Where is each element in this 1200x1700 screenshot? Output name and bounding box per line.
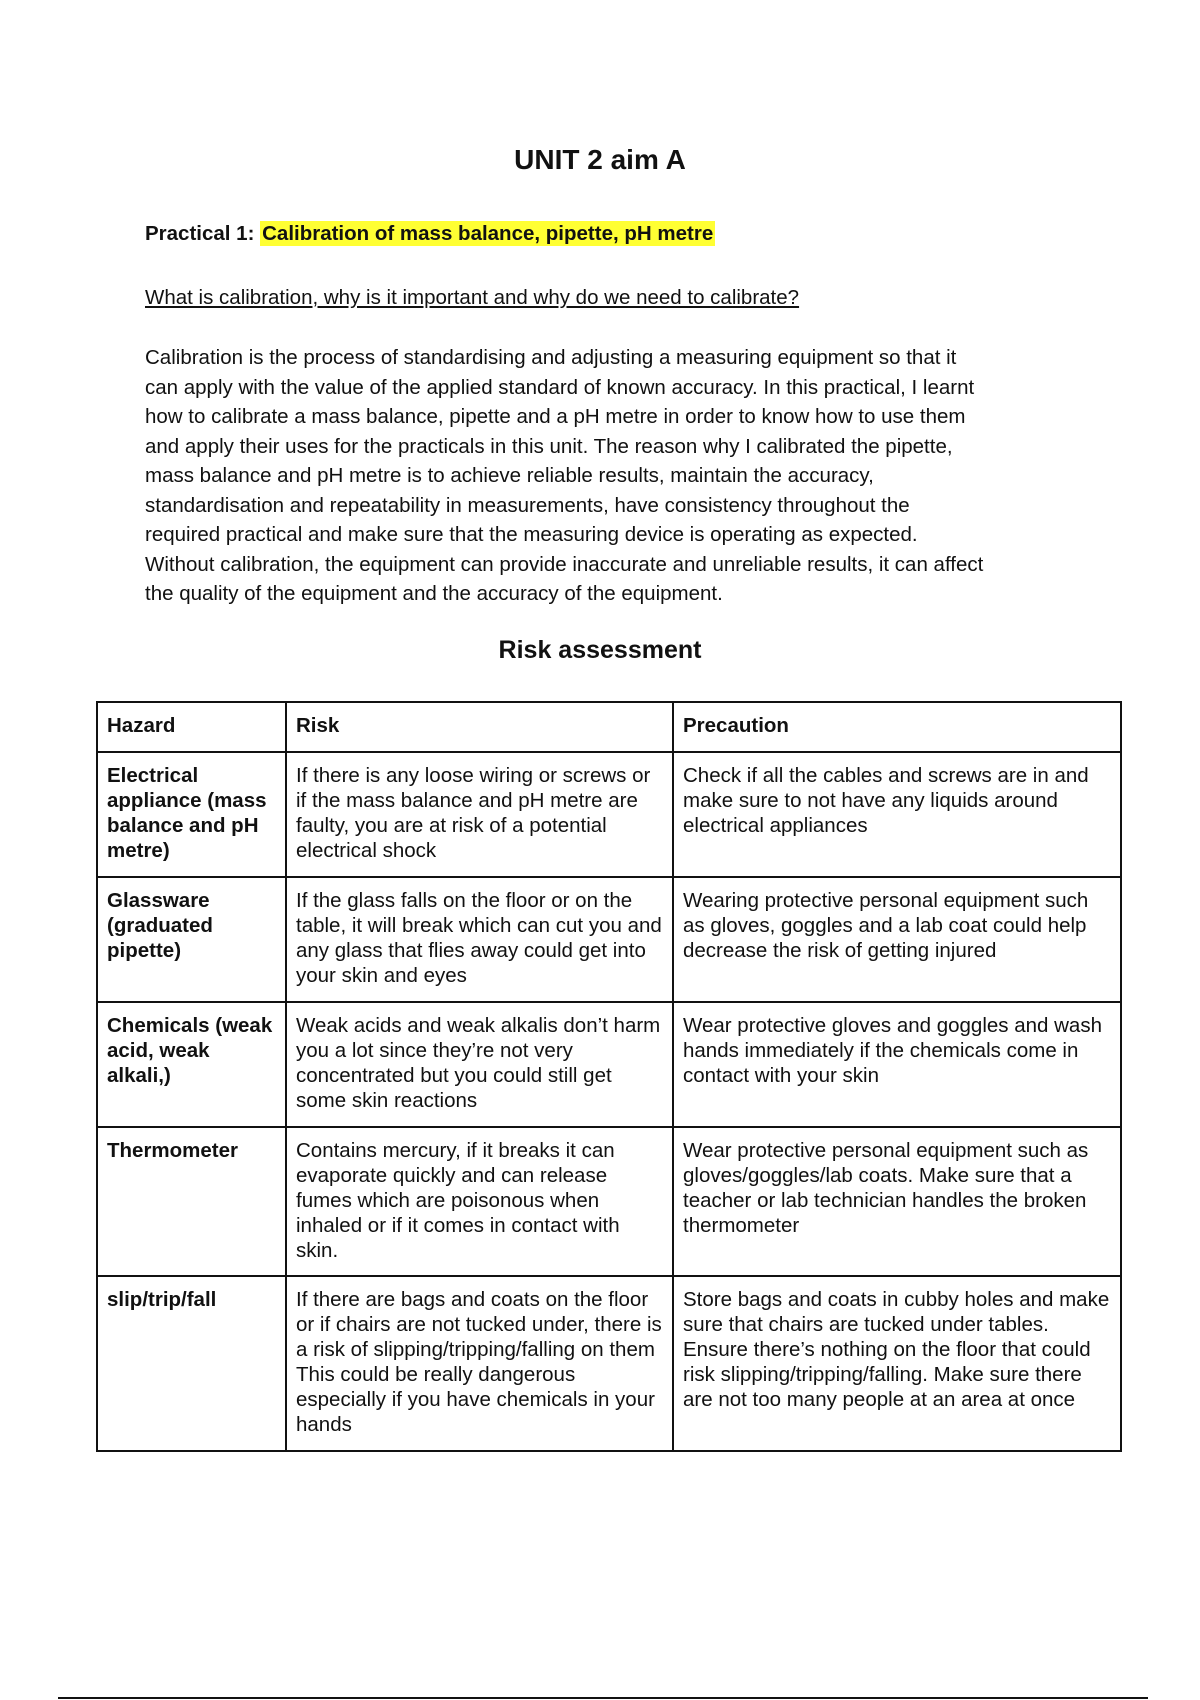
precaution-cell: Wear protective gloves and goggles and wash hands immediately if the chemicals come in contact with your skin <box>673 1002 1121 1127</box>
practical-name-highlight: Calibration of mass balance, pipette, pH metre <box>262 222 714 245</box>
paragraph-line: Without calibration, the equipment can provide inaccurate and unreliable results, it can affect <box>145 552 984 576</box>
practical-heading <box>145 222 715 246</box>
risk-cell: If the glass falls on the floor or on the table, it will break which can cut you and any glass that flies away could get into your skin and eyes <box>286 877 673 1002</box>
practical-label: Practical 1 <box>145 222 248 245</box>
precaution-cell: Wearing protective personal equipment such as gloves, goggles and a lab coat could help decrease the risk of getting injured <box>673 877 1121 1002</box>
hazard-cell: Electrical appliance (mass balance and pH metre) <box>97 752 286 877</box>
risk-assessment-table <box>96 701 1122 1452</box>
paragraph-line: required practical and make sure that the measuring device is operating as expected. <box>145 523 918 546</box>
table-row <box>97 752 1121 877</box>
table-row <box>97 1002 1121 1127</box>
risk-cell: Weak acids and weak alkalis don’t harm you a lot since they’re not very concentrated but you could still get some skin reactions <box>286 1002 673 1127</box>
paragraph-line: the quality of the equipment and the accuracy of the equipment. <box>145 582 723 605</box>
table-row <box>97 877 1121 1002</box>
precaution-cell: Check if all the cables and screws are in and make sure to not have any liquids around electrical appliances <box>673 752 1121 877</box>
header-risk: Risk <box>286 702 673 752</box>
header-precaution: Precaution <box>673 702 1121 752</box>
paragraph-line: can apply with the value of the applied standard of known accuracy. In this practical, I learnt <box>145 375 975 399</box>
risk-cell: If there is any loose wiring or screws or if the mass balance and pH metre are faulty, you are at risk of a potential electrical shock <box>286 752 673 877</box>
footer-rule <box>58 1697 1148 1699</box>
paragraph-line: mass balance and pH metre is to achieve reliable results, maintain the accuracy, <box>145 464 874 487</box>
table-row <box>97 1276 1121 1451</box>
paragraph-line: and apply their uses for the practicals in this unit. The reason why I calibrated the pipette, <box>145 434 953 458</box>
table-row <box>97 1127 1121 1276</box>
practical-separator: : <box>247 222 261 245</box>
precaution-cell: Store bags and coats in cubby holes and make sure that chairs are tucked under tables. Ensure there’s nothing on the floor that could risk slipping/tripping/falling. Make sure there are not too many people at an area at once <box>673 1276 1121 1451</box>
calibration-question: What is calibration, why is it important and why do we need to calibrate? <box>145 286 800 309</box>
header-hazard: Hazard <box>97 702 286 752</box>
table-header-row <box>97 702 1121 752</box>
risk-cell: Contains mercury, if it breaks it can evaporate quickly and can release fumes which are poisonous when inhaled or if it comes in contact with skin. <box>286 1127 673 1276</box>
paragraph-line: how to calibrate a mass balance, pipette and a pH metre in order to know how to use them <box>145 405 966 428</box>
hazard-cell: Thermometer <box>97 1127 286 1276</box>
calibration-paragraph <box>145 343 1075 609</box>
precaution-cell: Wear protective personal equipment such as gloves/goggles/lab coats. Make sure that a teacher or lab technician handles the broken thermometer <box>673 1127 1121 1276</box>
hazard-cell: Glassware (graduated pipette) <box>97 877 286 1002</box>
page-title: UNIT 2 aim A <box>514 144 686 175</box>
risk-assessment-title: Risk assessment <box>498 636 702 664</box>
paragraph-line: standardisation and repeatability in measurements, have consistency throughout the <box>145 493 910 517</box>
paragraph-line: Calibration is the process of standardising and adjusting a measuring equipment so that it <box>145 346 957 369</box>
hazard-cell: Chemicals (weak acid, weak alkali,) <box>97 1002 286 1127</box>
hazard-cell: slip/trip/fall <box>97 1276 286 1451</box>
risk-cell: If there are bags and coats on the floor or if chairs are not tucked under, there is a risk of slipping/tripping/falling on them This could be really dangerous especially if you have chemicals in your hands <box>286 1276 673 1451</box>
